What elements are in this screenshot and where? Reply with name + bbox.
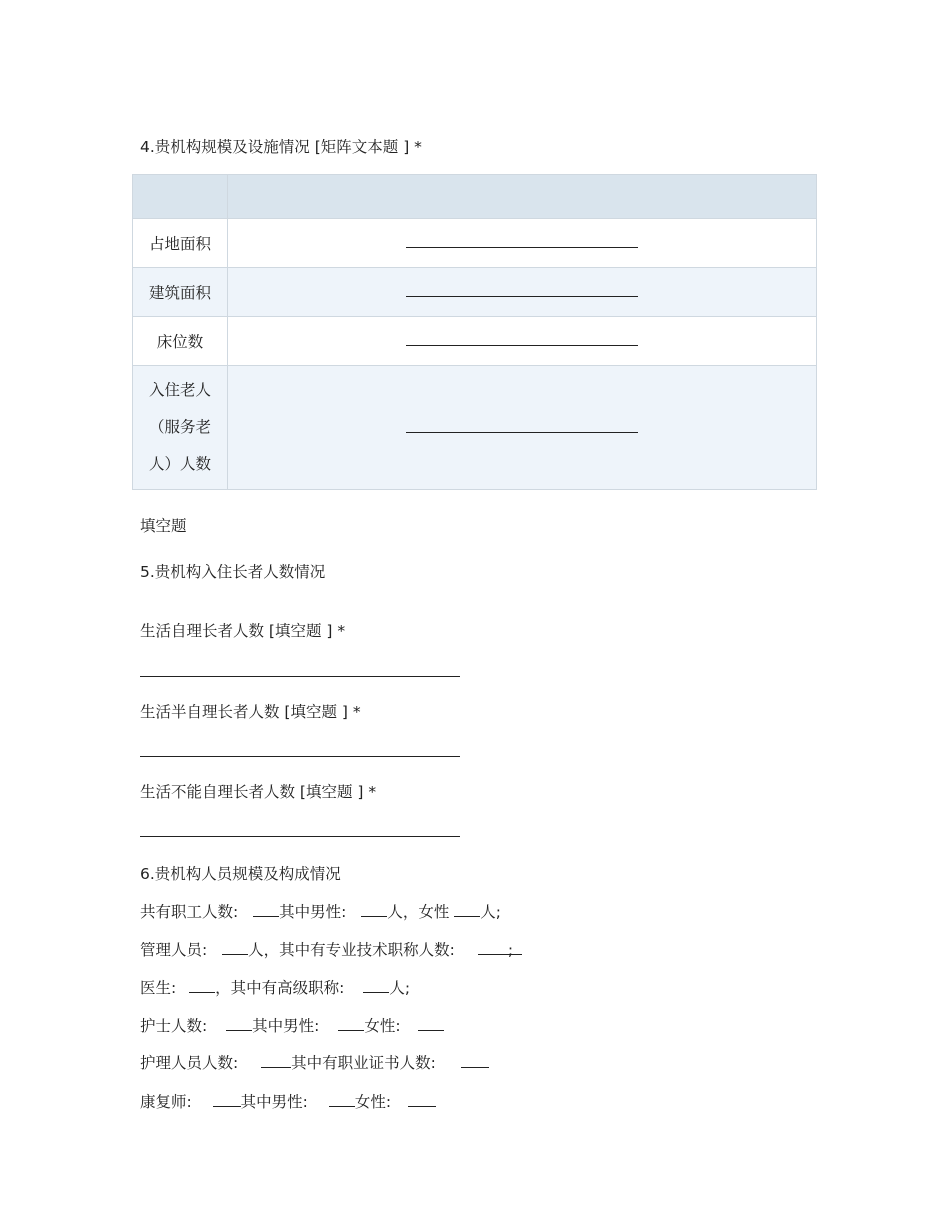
matrix-row-beds: [133, 317, 817, 366]
answer-blank[interactable]: [406, 335, 638, 346]
rehab-input[interactable]: [213, 1092, 241, 1107]
answer-blank[interactable]: [406, 237, 638, 248]
matrix-row-residents: [133, 366, 817, 490]
q5-item-self-care-label: 生活自理长者人数 [填空题 ] *: [140, 622, 346, 640]
staff-total-input[interactable]: [253, 902, 279, 917]
matrix-header-label-cell: [133, 175, 228, 219]
matrix-row-label: 入住老人（服务老人）人数: [148, 381, 211, 473]
matrix-header-value-cell: [228, 175, 817, 219]
doctor-senior-input[interactable]: [363, 978, 389, 993]
staff-male-input[interactable]: [361, 902, 387, 917]
question-5-title: 5.贵机构入住长者人数情况: [140, 563, 326, 581]
residents-input[interactable]: [228, 366, 817, 490]
no-self-care-count-input[interactable]: [140, 822, 460, 837]
land-area-input[interactable]: [228, 219, 817, 268]
rehab-male-label: 其中男性:: [240, 1093, 308, 1111]
q6-line-staff: [140, 902, 501, 922]
staff-female-label: 人，女性: [387, 903, 450, 921]
staff-total-label: 共有职工人数:: [140, 903, 239, 921]
caregiver-label: 护理人员人数:: [140, 1054, 239, 1072]
nurse-label: 护士人数:: [140, 1017, 208, 1035]
nurse-input[interactable]: [226, 1016, 252, 1031]
answer-blank[interactable]: [406, 422, 638, 433]
nurse-male-label: 其中男性:: [252, 1017, 320, 1035]
matrix-row-land-area: [133, 219, 817, 268]
doctor-senior-unit: 人;: [389, 979, 411, 997]
q6-line-doctor: [140, 978, 410, 998]
staff-female-input[interactable]: [454, 902, 480, 917]
management-input[interactable]: [222, 940, 248, 955]
matrix-row-label-cell: [133, 366, 228, 490]
rehab-male-input[interactable]: [329, 1092, 355, 1107]
matrix-row-label: 建筑面积: [133, 268, 228, 317]
staff-male-label: 其中男性:: [279, 903, 347, 921]
staff-female-unit: 人;: [480, 903, 502, 921]
question-6-title: 6.贵机构人员规模及构成情况: [140, 865, 341, 883]
rehab-label: 康复师:: [140, 1093, 192, 1111]
q6-line-rehab: [140, 1092, 436, 1112]
q6-line-caregiver: [140, 1053, 489, 1073]
management-professional-input[interactable]: [478, 940, 522, 959]
rehab-female-label: 女性:: [354, 1093, 392, 1111]
question-4-title: 4.贵机构规模及设施情况 [矩阵文本题 ] *: [140, 138, 422, 156]
doctor-senior-label: ，其中有高级职称:: [215, 979, 345, 997]
nurse-male-input[interactable]: [338, 1016, 364, 1031]
matrix-row-building-area: [133, 268, 817, 317]
beds-input[interactable]: [228, 317, 817, 366]
answer-blank[interactable]: [406, 286, 638, 297]
matrix-header-row: [133, 175, 817, 219]
rehab-female-input[interactable]: [408, 1092, 436, 1107]
semicolon: ;: [507, 941, 514, 959]
management-label: 管理人员:: [140, 941, 208, 959]
semi-self-care-count-input[interactable]: [140, 742, 460, 757]
matrix-row-label: 床位数: [133, 317, 228, 366]
caregiver-certified-label: 其中有职业证书人数:: [291, 1054, 436, 1072]
q5-item-semi-self-care-label: 生活半自理长者人数 [填空题 ] *: [140, 703, 361, 721]
section-label: 填空题: [140, 517, 187, 535]
management-professional-label: 人，其中有专业技术职称人数:: [248, 941, 455, 959]
caregiver-certified-input[interactable]: [461, 1053, 489, 1068]
doctor-input[interactable]: [189, 978, 215, 993]
nurse-female-input[interactable]: [418, 1016, 444, 1031]
self-care-count-input[interactable]: [140, 662, 460, 677]
caregiver-input[interactable]: [261, 1053, 291, 1068]
q6-line-nurse: [140, 1016, 444, 1036]
building-area-input[interactable]: [228, 268, 817, 317]
facility-matrix-table: [132, 174, 817, 490]
matrix-row-label: 占地面积: [133, 219, 228, 268]
q5-item-no-self-care-label: 生活不能自理长者人数 [填空题 ] *: [140, 783, 377, 801]
q6-line-management: [140, 940, 522, 960]
nurse-female-label: 女性:: [364, 1017, 401, 1035]
doctor-label: 医生:: [140, 979, 177, 997]
